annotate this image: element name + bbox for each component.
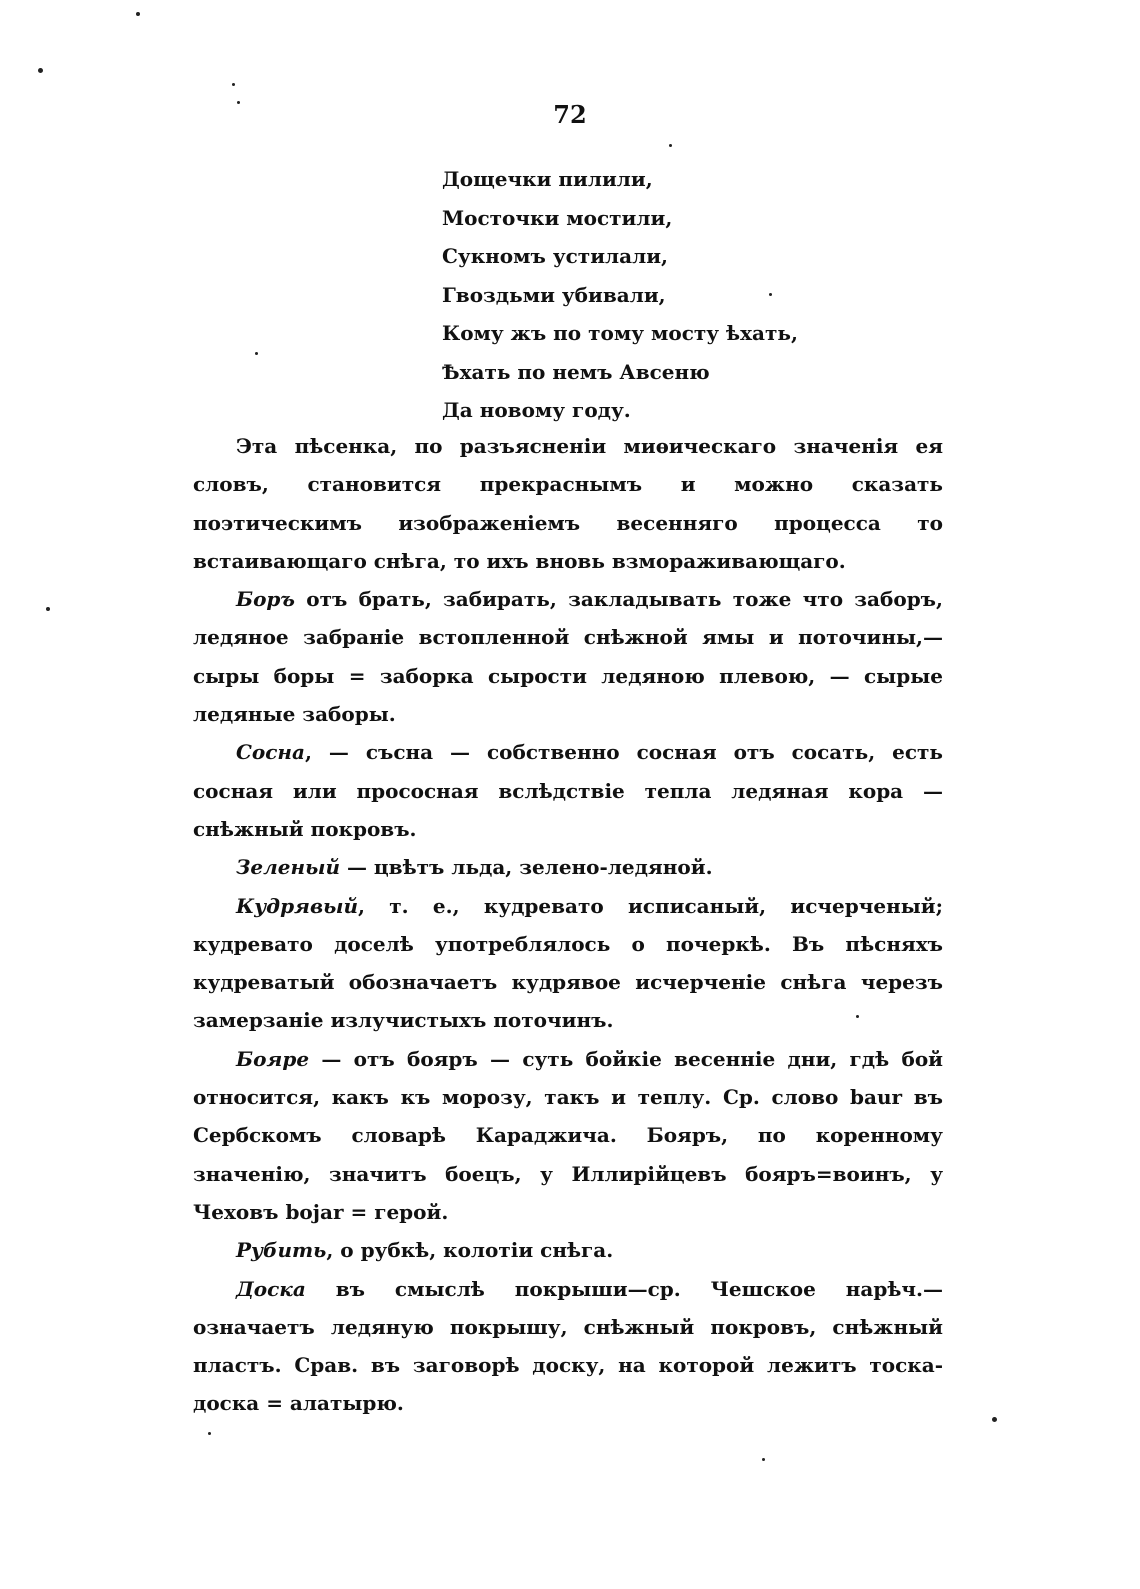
paragraph-text: — отъ бояръ — суть бойкіе весенніе дни, гдѣ бой относится, какъ къ морозу, такъ и теплу. Ср. слово baur въ Сербскомъ словарѣ Караджича. Бояръ, по коренному значенію, значитъ боецъ, у Иллирійцевъ бояръ=воинъ, у Чеховъ bojar = герой.: [193, 1046, 943, 1224]
body-text: [193, 427, 943, 1423]
paragraph-sosna: [193, 733, 943, 848]
paragraph-text: отъ брать, забирать, закладывать тоже что заборъ, ледяное забраніе встопленной снѣжной ямы и поточины,—сыры боры = заборка сырости ледяною плевою, — сырые ледяные заборы.: [193, 587, 943, 727]
paragraph-text: въ смыслѣ покрыши—ср. Чешское нарѣч.—означаетъ ледяную покрышу, снѣжный покровъ, снѣжный пластъ. Срав. въ заговорѣ доску, на которой лежитъ тоска-доска = алатырю.: [193, 1276, 943, 1416]
paragraph-text: — цвѣтъ льда, зелено-ледяной.: [339, 855, 713, 880]
paragraph-text: , — съсна — собственно сосная отъ сосать, есть сосная или прососная вслѣдствіе тепла ледяная кора — снѣжный покровъ.: [193, 740, 943, 841]
term: Кудрявый: [236, 893, 358, 918]
paragraph-zeleny: [193, 848, 943, 886]
verse-line: Мосточки мостили,: [442, 205, 673, 230]
term: Боръ: [236, 587, 295, 612]
paragraph-rubit: [193, 1231, 943, 1269]
paragraph-doska: [193, 1270, 943, 1423]
paragraph-text: , о рубкѣ, колотіи снѣга.: [326, 1238, 614, 1263]
paragraph-text: Эта пѣсенка, по разъясненіи миѳическаго значенія ея словъ, становится прекраснымъ и можно сказать поэтическимъ изображеніемъ весенняго процесса то встаивающаго снѣга, то ихъ вновь взмораживающаго.: [193, 434, 943, 573]
verse-line: Да новому году.: [442, 398, 631, 422]
verse: [442, 160, 798, 430]
term: Бояре: [236, 1046, 310, 1071]
paragraph-text: , т. е., кудревато исписаный, исчерченый; кудревато доселѣ употреблялось о почеркѣ. Въ пѣсняхъ кудреватый обозначаетъ кудрявое исчерченіе снѣга черезъ замерзаніе излучистыхъ поточинъ.: [193, 893, 943, 1033]
verse-line: Гвоздьми убивали,: [442, 282, 666, 307]
verse-line: Ѣхать по немъ Авсеню: [442, 359, 710, 384]
term: Рубить: [236, 1238, 327, 1263]
page-number: 72: [553, 100, 587, 129]
paragraph-bor: [193, 580, 943, 733]
verse-line: Дощечки пилили,: [442, 167, 653, 191]
verse-line: Сукномъ устилали,: [442, 244, 668, 268]
term: Зеленый: [236, 855, 340, 880]
verse-line: Кому жъ по тому мосту ѣхать,: [442, 321, 798, 345]
paragraph-boyare: [193, 1040, 943, 1231]
paragraph-kudryavy: [193, 887, 943, 1040]
term: Доска: [236, 1276, 306, 1301]
paragraph-intro: [193, 427, 943, 580]
term: Сосна: [236, 740, 305, 765]
